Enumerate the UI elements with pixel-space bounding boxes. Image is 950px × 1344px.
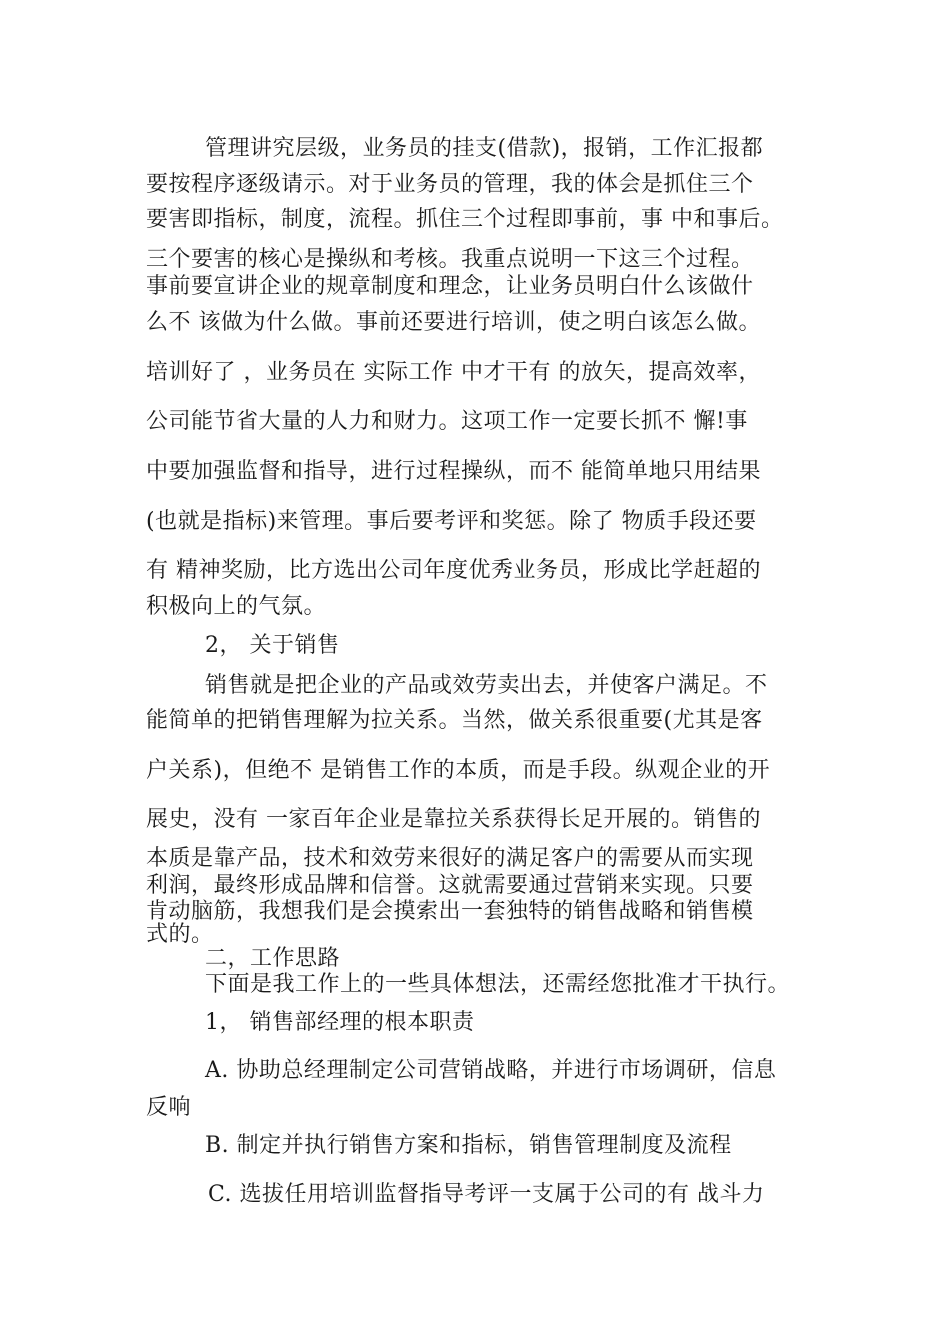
text-line: 要害即指标，制度，流程。抓住三个过程即事前，事 中和事后。: [146, 207, 784, 232]
section-heading: 二，工作思路: [205, 946, 341, 971]
list-item: C. 选拔任用培训监督指导考评一支属于公司的有 战斗力: [208, 1182, 765, 1207]
section-heading: 2， 关于销售: [205, 633, 340, 658]
text-line: 户关系)，但绝不 是销售工作的本质，而是手段。纵观企业的开: [146, 758, 771, 783]
text-line: 公司能节省大量的人力和财力。这项工作一定要长抓不 懈!事: [146, 409, 748, 434]
text-line: 要按程序逐级请示。对于业务员的管理，我的体会是抓住三个: [146, 172, 754, 197]
text-line: 下面是我工作上的一些具体想法，还需经您批准才干执行。: [205, 972, 791, 997]
text-line: 反响: [146, 1095, 192, 1120]
text-line: 能简单的把销售理解为拉关系。当然，做关系很重要(尤其是客: [146, 708, 763, 733]
list-item: B. 制定并执行销售方案和指标，销售管理制度及流程: [205, 1133, 732, 1158]
section-heading: 1， 销售部经理的根本职责: [205, 1010, 475, 1035]
text-line: 培训好了 ，业务员在 实际工作 中才干有 的放矢，提高效率，: [146, 360, 761, 385]
text-line: 么不 该做为什么做。事前还要进行培训，使之明白该怎么做。: [146, 310, 761, 335]
text-line: 展史，没有 一家百年企业是靠拉关系获得长足开展的。销售的: [146, 807, 761, 832]
text-line: 管理讲究层级，业务员的挂支(借款)，报销，工作汇报都: [205, 136, 764, 161]
text-line: 本质是靠产品，技术和效劳来很好的满足客户的需要从而实现: [146, 846, 754, 871]
list-item: A. 协助总经理制定公司营销战略，并进行市场调研，信息: [205, 1058, 777, 1083]
text-line: 肯动脑筋，我想我们是会摸索出一套独特的销售战略和销售模: [146, 899, 754, 924]
text-line: (也就是指标)来管理。事后要考评和奖惩。除了 物质手段还要: [146, 509, 757, 534]
text-line: 销售就是把企业的产品或效劳卖出去，并使客户满足。不: [205, 673, 768, 698]
text-line: 利润，最终形成品牌和信誉。这就需要通过营销来实现。只要: [146, 873, 754, 898]
text-line: 中要加强监督和指导，进行过程操纵，而不 能简单地只用结果: [146, 459, 761, 484]
text-line: 三个要害的核心是操纵和考核。我重点说明一下这三个过程。: [146, 247, 754, 272]
text-line: 式的。: [146, 922, 214, 947]
text-line: 事前要宣讲企业的规章制度和理念，让业务员明白什么该做什: [146, 274, 754, 299]
text-line: 积极向上的气氛。: [146, 594, 327, 619]
text-line: 有 精神奖励，比方选出公司年度优秀业务员，形成比学赶超的: [146, 558, 761, 583]
